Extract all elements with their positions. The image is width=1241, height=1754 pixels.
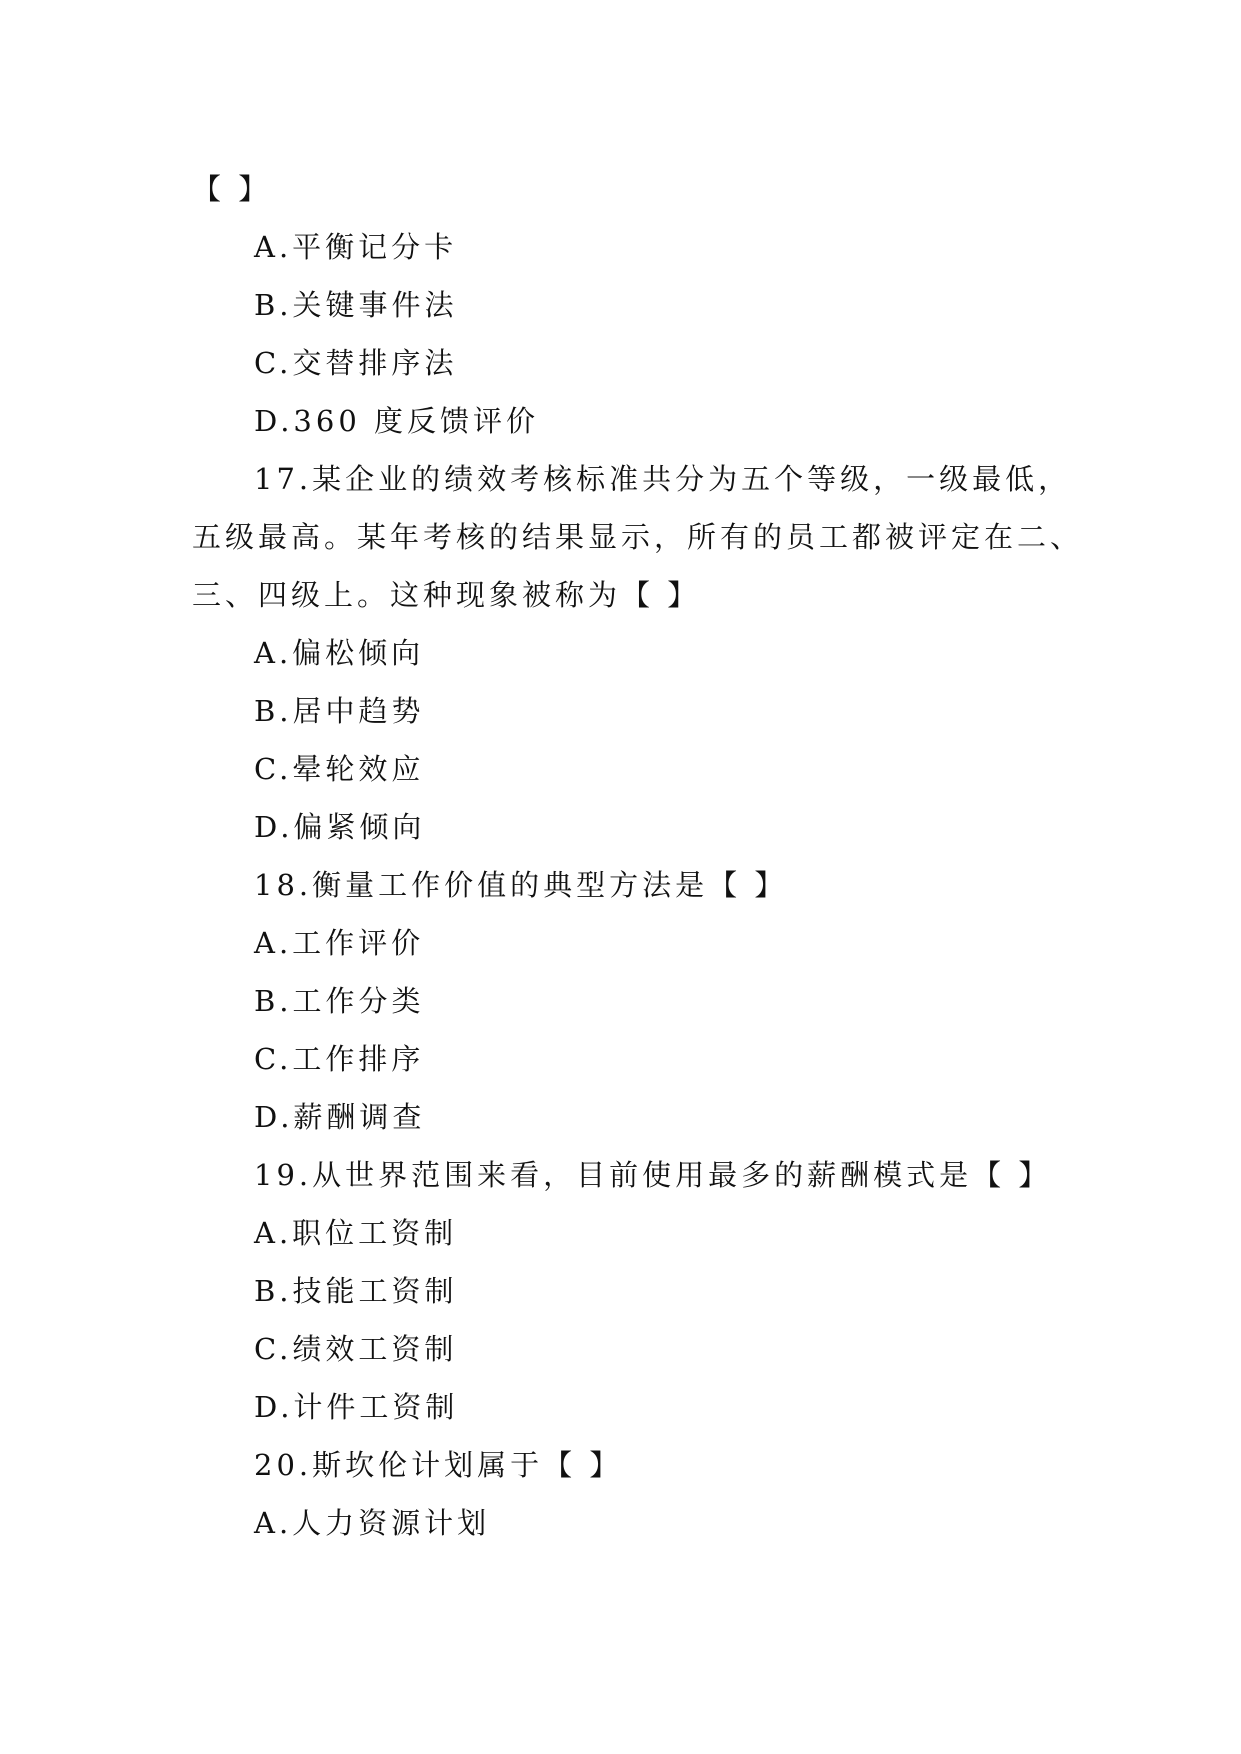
question-text-block bbox=[192, 160, 1084, 1552]
intro-bracket: 【 】 bbox=[192, 172, 272, 206]
q20-option-a: A.人力资源计划 bbox=[254, 1506, 491, 1540]
q20-stem: 20.斯坎伦计划属于【 】 bbox=[254, 1448, 623, 1482]
q18-option-b: B.工作分类 bbox=[254, 984, 425, 1018]
q17-option-d: D.偏紧倾向 bbox=[254, 810, 426, 844]
q16-option-a: A.平衡记分卡 bbox=[254, 230, 458, 264]
q19-stem: 19.从世界范围来看，目前使用最多的薪酬模式是【 】 bbox=[254, 1158, 1052, 1192]
q18-stem: 18.衡量工作价值的典型方法是【 】 bbox=[254, 868, 788, 902]
q17-stem-line-3: 三、四级上。这种现象被称为【 】 bbox=[192, 578, 701, 612]
q17-stem-line-2: 五级最高。某年考核的结果显示，所有的员工都被评定在二、 bbox=[192, 520, 1084, 554]
q19-option-b: B.技能工资制 bbox=[254, 1274, 458, 1308]
q17-option-b: B.居中趋势 bbox=[254, 694, 425, 728]
q18-option-d: D.薪酬调查 bbox=[254, 1100, 426, 1134]
q17-stem-line-1: 17.某企业的绩效考核标准共分为五个等级，一级最低， bbox=[254, 462, 1072, 496]
q17-option-c: C.晕轮效应 bbox=[254, 752, 425, 786]
q19-option-c: C.绩效工资制 bbox=[254, 1332, 458, 1366]
q18-option-a: A.工作评价 bbox=[254, 926, 425, 960]
q17-option-a: A.偏松倾向 bbox=[254, 636, 425, 670]
q16-option-b: B.关键事件法 bbox=[254, 288, 458, 322]
q16-option-d: D.360 度反馈评价 bbox=[254, 404, 540, 438]
q18-option-c: C.工作排序 bbox=[254, 1042, 425, 1076]
q17-stem bbox=[192, 450, 1084, 624]
q16-option-c: C.交替排序法 bbox=[254, 346, 458, 380]
q19-option-d: D.计件工资制 bbox=[254, 1390, 459, 1424]
q19-option-a: A.职位工资制 bbox=[254, 1216, 458, 1250]
